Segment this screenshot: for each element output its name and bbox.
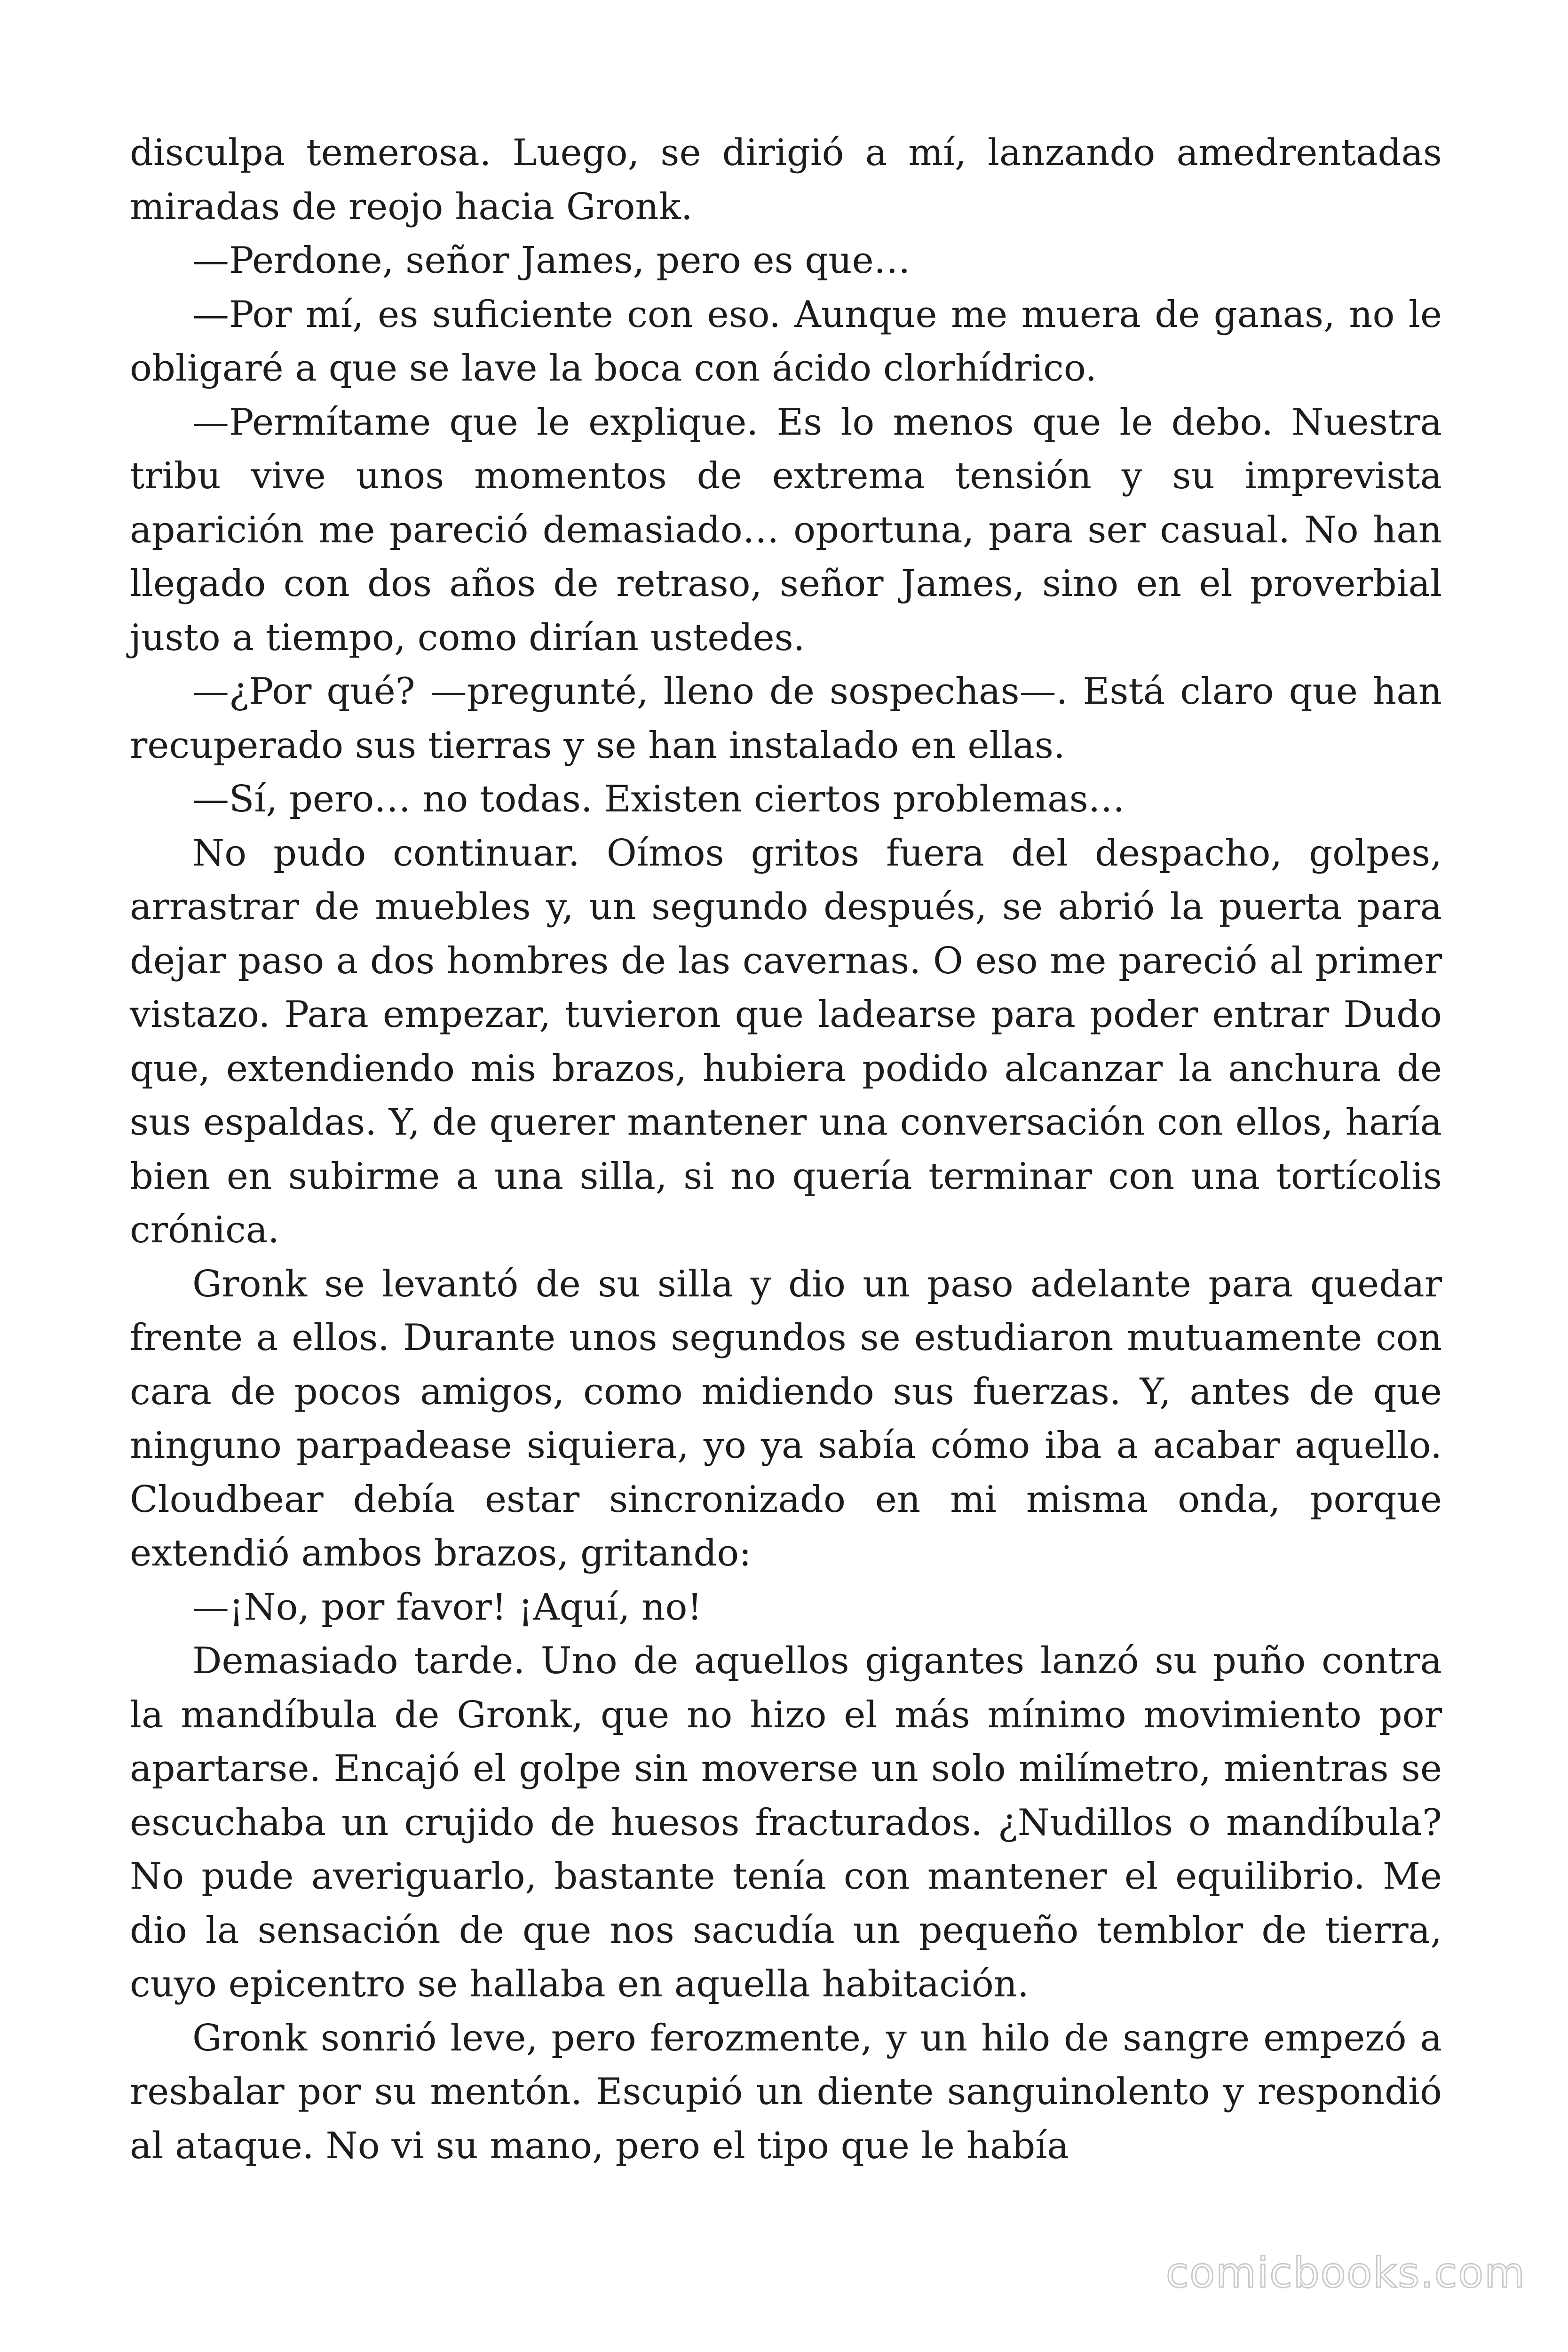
- paragraph-2: —Perdone, señor James, pero es que…: [192, 239, 911, 282]
- paragraph-9: —¡No, por favor! ¡Aquí, no!: [192, 1586, 702, 1629]
- paragraph-8: Gronk se levantó de su silla y dio un paso adelante para quedar frente a ellos. Durante unos segundos se estudiaron mutuamente con cara de pocos amigos, como midiendo sus fuerzas. Y, antes de que ninguno parpadease siquiera, yo ya sabía cómo iba a acabar aquello. Cloudbear debía estar sincronizado en mi misma onda, porque extendió ambos brazos, gritando:: [130, 1263, 1442, 1574]
- paragraph-4: —Permítame que le explique. Es lo menos que le debo. Nuestra tribu vive unos momentos de extrema tensión y su imprevista aparición me pareció demasiado… oportuna, para ser casual. No han llegado con dos años de retraso, señor James, sino en el proverbial justo a tiempo, como dirían ustedes.: [130, 401, 1442, 659]
- paragraph-1: disculpa temerosa. Luego, se dirigió a mí, lanzando amedrentadas miradas de reojo hacia Gronk.: [130, 132, 1442, 228]
- body-text: [130, 126, 1442, 2173]
- paragraph-10: Demasiado tarde. Uno de aquellos gigantes lanzó su puño contra la mandíbula de Gronk, que no hizo el más mínimo movimiento por apartarse. Encajó el golpe sin moverse un solo milímetro, mientras se escuchaba un crujido de huesos fracturados. ¿Nudillos o mandíbula? No pude averiguarlo, bastante tenía con mantener el equilibrio. Me dio la sensación de que nos sacudía un pequeño temblor de tierra, cuyo epicentro se hallaba en aquella habitación.: [130, 1640, 1442, 2005]
- paragraph-11: Gronk sonrió leve, pero ferozmente, y un hilo de sangre empezó a resbalar por su mentón. Escupió un diente sanguinolento y respondió al ataque. No vi su mano, pero el tipo que le había: [130, 2017, 1442, 2167]
- paragraph-3: —Por mí, es suficiente con eso. Aunque me muera de ganas, no le obligaré a que se lave la boca con ácido clorhídrico.: [130, 293, 1442, 389]
- paragraph-6: —Sí, pero… no todas. Existen ciertos problemas…: [192, 778, 1125, 820]
- watermark: comicbooks.com: [1165, 2249, 1526, 2297]
- paragraph-5: —¿Por qué? —pregunté, lleno de sospechas—. Está claro que han recuperado sus tierras y se han instalado en ellas.: [130, 670, 1442, 767]
- paragraph-7: No pudo continuar. Oímos gritos fuera del despacho, golpes, arrastrar de muebles y, un segundo después, se abrió la puerta para dejar paso a dos hombres de las cavernas. O eso me pareció al primer vistazo. Para empezar, tuvieron que ladearse para poder entrar Dudo que, extendiendo mis brazos, hubiera podido alcanzar la anchura de sus espaldas. Y, de querer mantener una conversación con ellos, haría bien en subirme a una silla, si no quería terminar con una tortícolis crónica.: [130, 832, 1442, 1251]
